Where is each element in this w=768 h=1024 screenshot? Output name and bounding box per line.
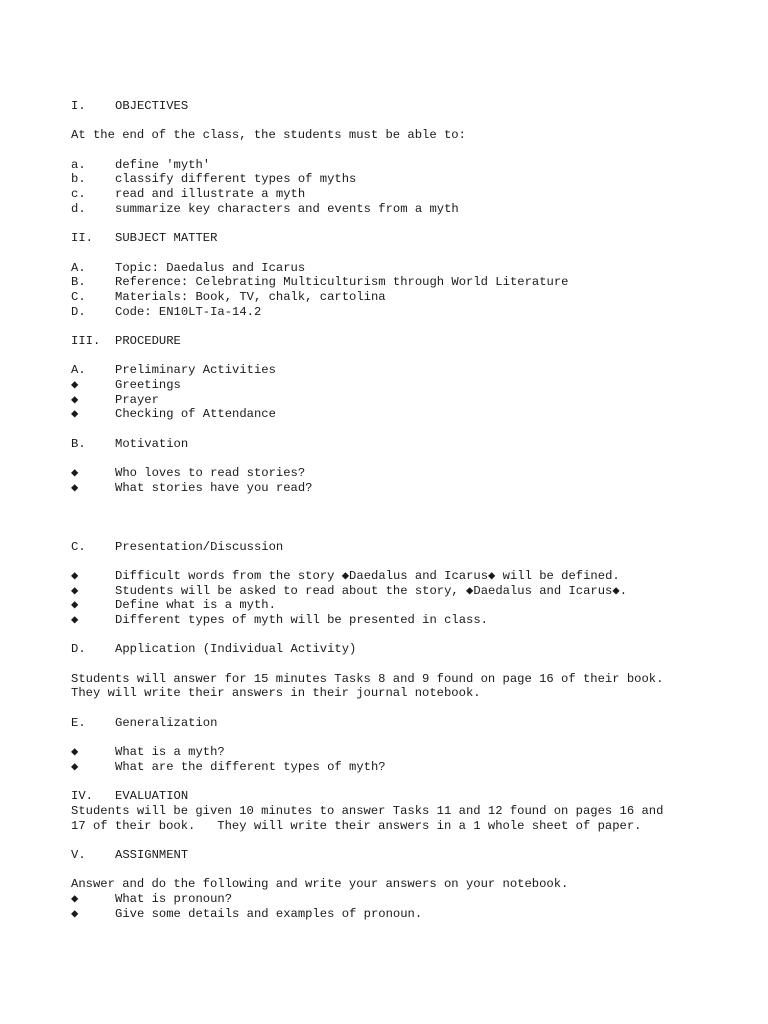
list-item: d. summarize key characters and events from a myth: [71, 201, 459, 216]
list-item: c. read and illustrate a myth: [71, 187, 306, 202]
section-number: III.: [71, 334, 101, 348]
section-evaluation-heading: [71, 789, 751, 804]
application-paragraph-line: They will write their answers in their journal notebook.: [71, 686, 481, 701]
list-item: ◆ Difficult words from the story ◆Daedalus and Icarus◆ will be defined.: [71, 568, 620, 583]
lesson-plan-document: [71, 99, 751, 921]
list-item: B. Reference: Celebrating Multiculturism through World Literature: [71, 275, 569, 290]
list-item: b. classify different types of myths: [71, 172, 357, 187]
bullet-diamond-icon: ◆: [71, 583, 79, 598]
section-assignment-heading: [71, 848, 751, 863]
list-item: ◆ Define what is a myth.: [71, 598, 276, 613]
bullet-diamond-icon: ◆: [71, 466, 79, 481]
subsection-preliminary-heading: A. Preliminary Activities: [71, 363, 276, 378]
bullet-diamond-icon: ◆: [71, 892, 79, 907]
section-title: EVALUATION: [115, 789, 189, 804]
list-item: ◆ Prayer: [71, 392, 159, 407]
list-item: C. Materials: Book, TV, chalk, cartolina: [71, 289, 386, 304]
section-title: ASSIGNMENT: [115, 848, 189, 862]
list-item: ◆ Different types of myth will be presented in class.: [71, 613, 488, 627]
assignment-intro: Answer and do the following and write your answers on your notebook.: [71, 877, 569, 892]
evaluation-paragraph-line: Students will be given 10 minutes to answer Tasks 11 and 12 found on pages 16 and: [71, 803, 664, 818]
bullet-diamond-icon: ◆: [71, 613, 79, 627]
bullet-diamond-icon: ◆: [71, 745, 79, 760]
section-procedure-heading: [71, 334, 751, 349]
objectives-intro: At the end of the class, the students must be able to:: [71, 128, 466, 143]
section-number: IV.: [71, 789, 93, 804]
bullet-diamond-icon: ◆: [71, 906, 79, 921]
list-item: a. define 'myth': [71, 157, 211, 172]
bullet-diamond-icon: ◆: [71, 480, 79, 495]
section-number: II.: [71, 231, 93, 246]
list-item: ◆ What is pronoun?: [71, 892, 233, 907]
section-objectives-heading: [71, 99, 751, 114]
list-item: ◆ Who loves to read stories?: [71, 466, 306, 481]
list-item: A. Topic: Daedalus and Icarus: [71, 260, 306, 275]
section-number: V.: [71, 848, 86, 862]
section-title: OBJECTIVES: [115, 99, 189, 113]
bullet-diamond-icon: ◆: [71, 759, 79, 774]
bullet-diamond-icon: ◆: [71, 407, 79, 422]
section-number: I.: [71, 99, 86, 113]
subsection-application-heading: D. Application (Individual Activity): [71, 642, 357, 657]
application-paragraph-line: Students will answer for 15 minutes Tasks 8 and 9 found on page 16 of their book.: [71, 671, 664, 686]
list-item: ◆ What stories have you read?: [71, 480, 313, 495]
bullet-diamond-icon: ◆: [71, 568, 79, 583]
list-item: ◆ What is a myth?: [71, 745, 225, 760]
list-item: ◆ What are the different types of myth?: [71, 759, 386, 774]
subsection-generalization-heading: E. Generalization: [71, 715, 218, 730]
list-item: ◆ Give some details and examples of pronoun.: [71, 906, 423, 921]
list-item: D. Code: EN10LT-Ia-14.2: [71, 304, 262, 319]
subsection-presentation-heading: C. Presentation/Discussion: [71, 539, 284, 554]
section-subject-matter-heading: [71, 231, 751, 246]
bullet-diamond-icon: ◆: [71, 392, 79, 407]
subsection-motivation-heading: B. Motivation: [71, 436, 189, 451]
bullet-diamond-icon: ◆: [71, 598, 79, 613]
list-item: ◆ Checking of Attendance: [71, 407, 276, 422]
evaluation-paragraph-line: 17 of their book. They will write their answers in a 1 whole sheet of paper.: [71, 818, 642, 833]
list-item: ◆ Greetings: [71, 378, 181, 393]
bullet-diamond-icon: ◆: [71, 378, 79, 393]
section-title: PROCEDURE: [115, 334, 181, 348]
section-title: SUBJECT MATTER: [115, 231, 218, 246]
list-item: ◆ Students will be asked to read about the story, ◆Daedalus and Icarus◆.: [71, 583, 628, 598]
